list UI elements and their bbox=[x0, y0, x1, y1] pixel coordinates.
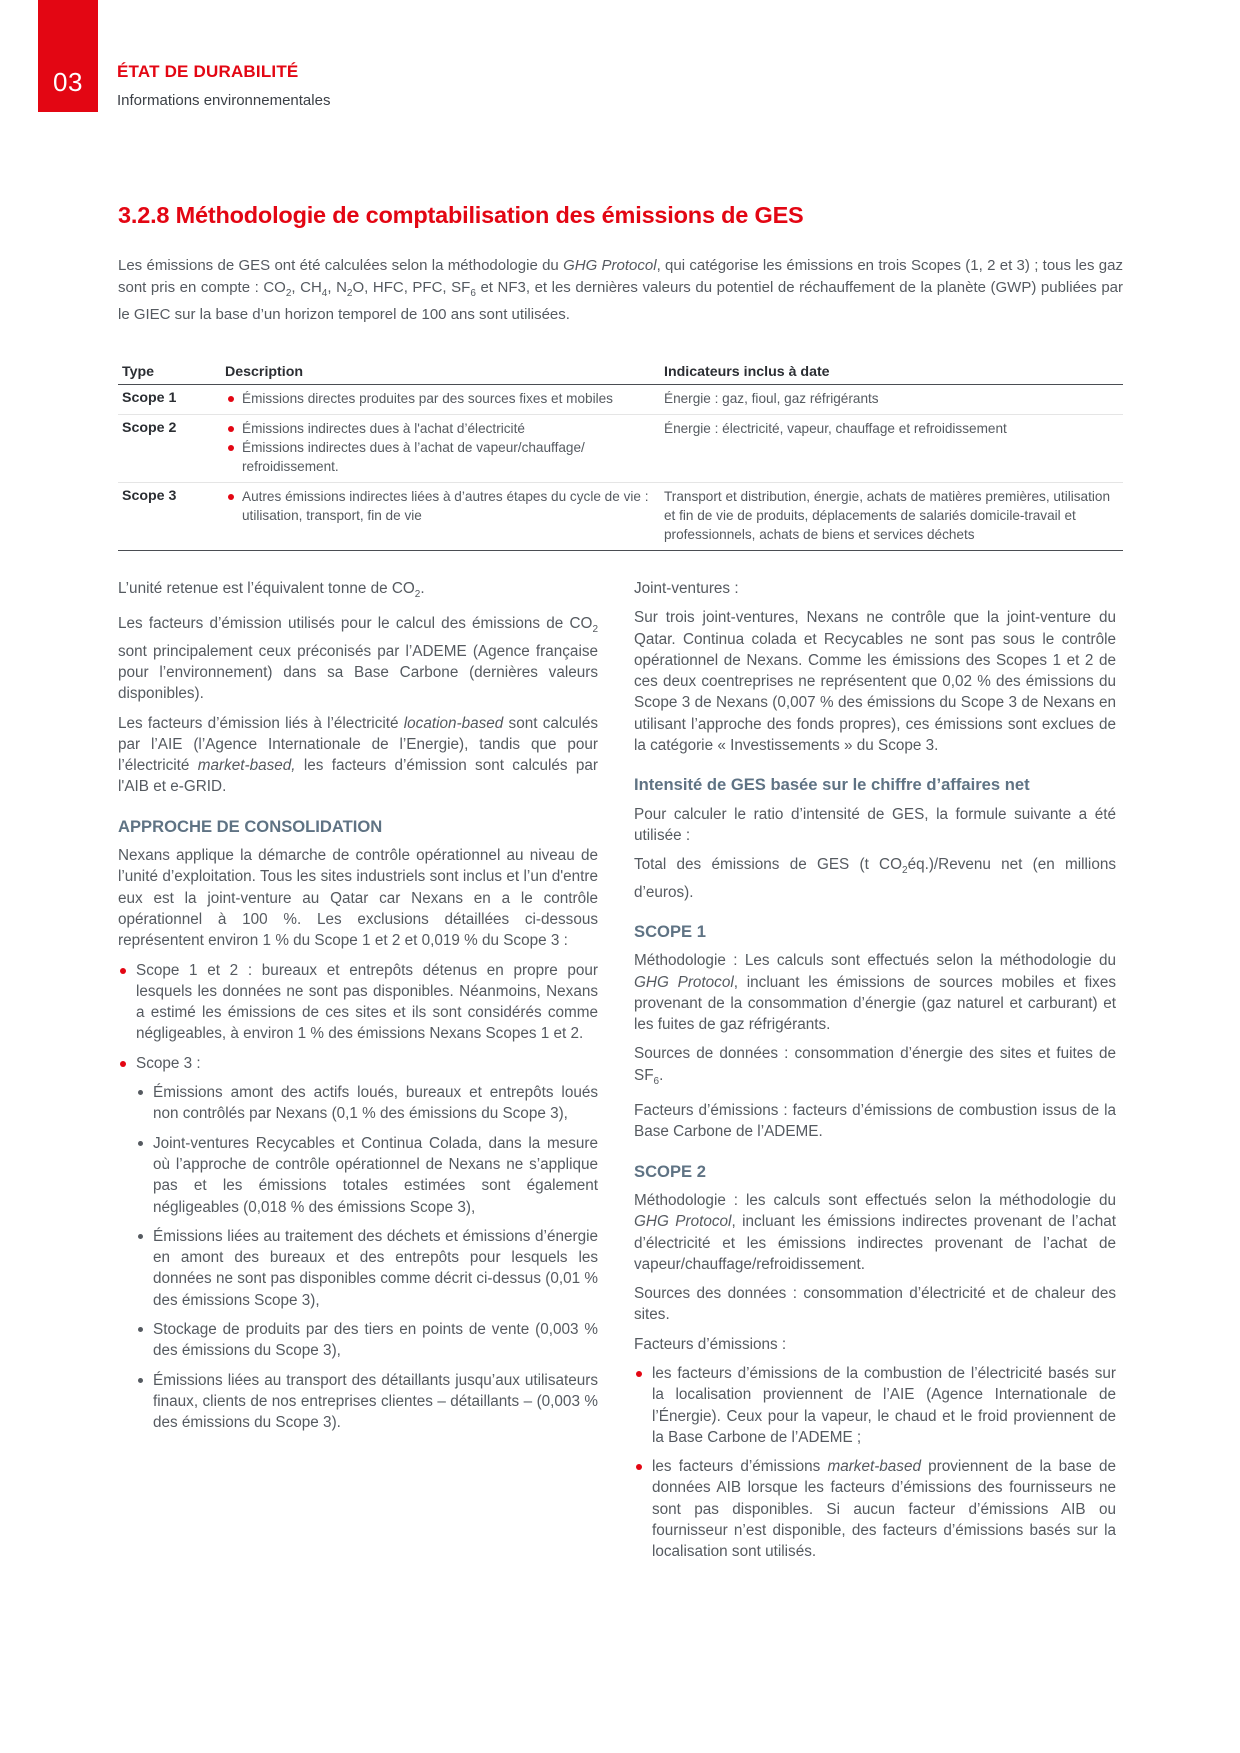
description-item: Émissions indirectes dues à l'achat d’électricité bbox=[225, 419, 656, 438]
header-title: ÉTAT DE DURABILITÉ bbox=[117, 62, 299, 81]
emission-factors-paragraph: Les facteurs d’émission utilisés pour le calcul des émissions de $CO_2$ sont principalement ceux préconisés par l’ADEME (Agence française pour l’environnement) dans sa Base Carbone (dernières valeurs disponibles). bbox=[118, 615, 598, 703]
table-header-indicators: Indicateurs inclus à date bbox=[660, 360, 1123, 385]
scope1-factors: Facteurs d’émissions : facteurs d’émissions de combustion issus de la Base Carbone de l’ADEME. bbox=[634, 1102, 1116, 1141]
row-type: Scope 3 bbox=[118, 483, 221, 551]
list-item: Stockage de produits par des tiers en points de vente (0,003 % des émissions du Scope 3), bbox=[136, 1319, 598, 1362]
row-type: Scope 2 bbox=[118, 415, 221, 483]
jv-label: Joint-ventures : bbox=[634, 580, 739, 597]
row-indicators: Énergie : gaz, fioul, gaz réfrigérants bbox=[660, 385, 1123, 415]
scope1-heading: SCOPE 1 bbox=[634, 921, 706, 941]
list-item: Émissions liées au traitement des déchets et émissions d’énergie en amont des bureaux et des entrepôts pour lesquels les données ne sont pas disponibles comme décrit ci-dessus (0,01 % des émissions Scope 3), bbox=[136, 1226, 598, 1311]
list-item: les facteurs d’émissions market-based proviennent de la base de données AIB lorsque les facteurs d’émissions des fournisseurs ne sont pas disponibles. Si aucun facteur d’émissions AIB ou fournisseur n’est disponible, des facteurs d’émissions basés sur la localisation sont utilisés. bbox=[634, 1456, 1116, 1562]
jv-paragraph: Sur trois joint-ventures, Nexans ne contrôle que la joint-venture du Qatar. Continua colada et Recycables ne sont pas sous le contrôle opérationnel de Nexans. Comme les émissions des Scopes 1 et 2 de ces deux coentreprises ne représentent que 0,02 % des émissions du Scope 3 de Nexans (0,007 % des émissions du Scope 3 de Nexans en utilisant l’approche des fonds propres), ces émissions sont exclues de la catégorie « Investissements » du Scope 3. bbox=[634, 609, 1116, 755]
row-description bbox=[221, 483, 660, 551]
row-description bbox=[221, 385, 660, 415]
list-item: Émissions amont des actifs loués, bureaux et entrepôts loués non contrôlés par Nexans (0,1 % des émissions du Scope 3), bbox=[136, 1082, 598, 1125]
right-column bbox=[634, 578, 1116, 1571]
row-type: Scope 1 bbox=[118, 385, 221, 415]
left-column bbox=[118, 578, 598, 1441]
scope2-factors-label: Facteurs d’émissions : bbox=[634, 1335, 787, 1353]
intensity-formula: Total des émissions de GES (t $CO_2éq$.)/Revenu net (en millions d’euros). bbox=[634, 856, 1116, 901]
list-item: Émissions liées au transport des détaillants jusqu’aux utilisateurs finaux, clients de nos entreprises clientes – détaillants – (0,003 % des émissions du Scope 3). bbox=[136, 1370, 598, 1434]
table-row bbox=[118, 385, 1123, 415]
scope2-methodology: Méthodologie : les calculs sont effectués selon la méthodologie du GHG Protocol, incluant les émissions indirectes provenant de l’achat d’électricité et les émissions indirectes provenant de l’achat de vapeur/chauffage/refroidissement. bbox=[634, 1191, 1116, 1273]
scope2-sources: Sources des données : consommation d’électricité et de chaleur des sites. bbox=[634, 1285, 1116, 1324]
table-header-type: Type bbox=[118, 360, 221, 385]
table-header-description: Description bbox=[221, 360, 660, 385]
scope1-methodology: Méthodologie : Les calculs sont effectués selon la méthodologie du GHG Protocol, incluant les émissions de sources mobiles et fixes provenant de la consommation d’énergie (gaz naturel et carburant) et les fuites de gaz réfrigérants. bbox=[634, 952, 1116, 1034]
table-header-row bbox=[118, 360, 1123, 385]
list-item-scope12: Scope 1 et 2 : bureaux et entrepôts détenus en propre pour lesquels les données ne sont pas disponibles. Néanmoins, Nexans a estimé les émissions de ces sites et ils sont considérés comme négligeables, à environ 1 % des émissions Nexans Scopes 1 et 2. bbox=[118, 960, 598, 1045]
description-item: Autres émissions indirectes liées à d’autres étapes du cycle de vie : utilisation, transport, fin de vie bbox=[225, 487, 656, 525]
list-item: Joint-ventures Recycables et Continua Colada, dans la mesure où l’approche de contrôle opérationnel de Nexans ne s’applique pas et les émissions totales estimées sont également négligeables (0,018 % des émissions Scope 3), bbox=[136, 1133, 598, 1218]
section-intro: Les émissions de GES ont été calculées selon la méthodologie du GHG Protocol, qui catégorise les émissions en trois Scopes (1, 2 et 3) ; tous les gaz sont pris en compte : $CO_2$, $CH_4$, $N_2O$, HFC, PFC, $SF_6$ et NF3, et les dernières valeurs du potentiel de réchauffement de la planète (GWP) publiées par le GIEC sur la base d’un horizon temporel de 100 ans sont utilisées. bbox=[118, 257, 1124, 323]
exclusions-list bbox=[118, 960, 598, 1434]
list-item-scope3: Scope 3 : Émissions amont des actifs loués, bureaux et entrepôts loués non contrôlés par Nexans (0,1 % des émissions du Scope 3), Joint-ventures Recycables et Continua Colada, dans la mesure où l’approche de contrôle opérationnel de Nexans ne s’applique pas et les émissions totales estimées sont également négligeables (0,018 % des émissions Scope 3), Émissions liées au traitement des déchets et émissions d’énergie en amont des bureaux et des entrepôts pour lesquels les données ne sont pas disponibles comme décrit ci-dessus (0,01 % des émissions Scope 3), Stockage de produits par des tiers en points de vente (0,003 % des émissions du Scope 3), Émissions liées au transport des détaillants jusqu’aux utilisateurs finaux, clients de nos entreprises clientes – détaillants – (0,003 % des émissions du Scope 3). bbox=[118, 1053, 598, 1434]
intensity-heading: Intensité de GES basée sur le chiffre d’affaires net bbox=[634, 775, 1030, 795]
electricity-factors-paragraph: Les facteurs d’émission liés à l’électricité location-based sont calculés par l’AIE (l’Agence Internationale de l’Energie), tandis que pour l’électricité market-based, les facteurs d’émission sont calculés par l'AIB et e-GRID. bbox=[118, 714, 598, 796]
chapter-tab bbox=[38, 0, 98, 112]
description-item: Émissions directes produites par des sources fixes et mobiles bbox=[225, 389, 656, 408]
scope2-factors-list bbox=[634, 1363, 1116, 1563]
ghg-scopes-table bbox=[118, 360, 1123, 551]
chapter-number: 03 bbox=[53, 67, 83, 97]
scope2-heading: SCOPE 2 bbox=[634, 1161, 706, 1181]
section-title: 3.2.8 Méthodologie de comptabilisation des émissions de GES bbox=[118, 202, 804, 228]
list-item: les facteurs d’émissions de la combustion de l’électricité basés sur la localisation proviennent de l’AIE (Agence Internationale de l’Énergie). Ceux pour la vapeur, le chaud et le froid proviennent de la Base Carbone de l’ADEME ; bbox=[634, 1363, 1116, 1448]
row-description bbox=[221, 415, 660, 483]
header-subtitle: Informations environnementales bbox=[117, 92, 331, 109]
consolidation-heading: APPROCHE DE CONSOLIDATION bbox=[118, 816, 383, 836]
row-indicators: Énergie : électricité, vapeur, chauffage et refroidissement bbox=[660, 415, 1123, 483]
table-row bbox=[118, 415, 1123, 483]
scope1-sources: Sources de données : consommation d’énergie des sites et fuites de $SF_6$. bbox=[634, 1045, 1116, 1087]
scope3-exclusions-list bbox=[136, 1082, 598, 1433]
unit-paragraph: L’unité retenue est l’équivalent tonne de $CO_2$. bbox=[118, 580, 425, 601]
table-row bbox=[118, 483, 1123, 551]
row-indicators: Transport et distribution, énergie, achats de matières premières, utilisation et fin de vie de produits, déplacements de salariés domicile-travail et professionnels, achats de biens et services déchets bbox=[660, 483, 1123, 551]
description-item: Émissions indirectes dues à l’achat de vapeur/chauffage/ refroidissement. bbox=[225, 438, 656, 476]
consolidation-paragraph: Nexans applique la démarche de contrôle opérationnel au niveau de l’unité d’exploitation. Tous les sites industriels sont inclus et l’un d'entre eux est la joint-venture au Qatar car Nexans en a le contrôle opérationnel à 100 %. Les exclusions détaillées ci-dessous représentent environ 1 % du Scope 1 et 2 et 0,019 % du Scope 3 : bbox=[118, 847, 598, 950]
intensity-paragraph: Pour calculer le ratio d’intensité de GES, la formule suivante a été utilisée : bbox=[634, 805, 1116, 844]
